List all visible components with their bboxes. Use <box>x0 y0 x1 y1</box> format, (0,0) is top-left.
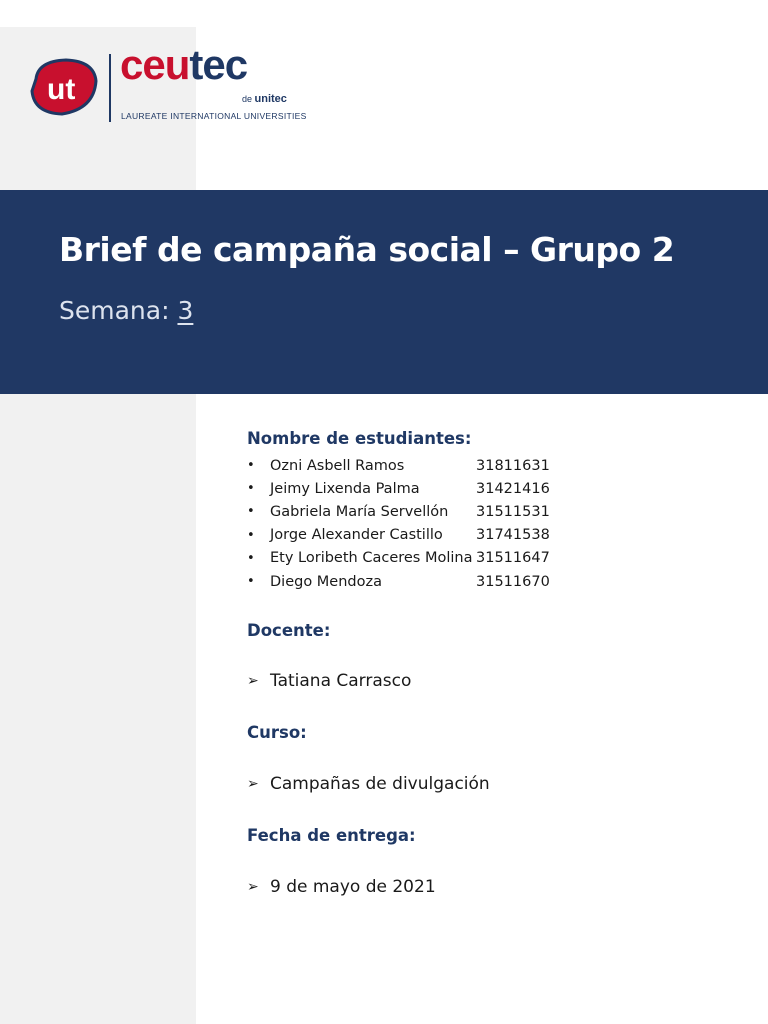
student-id: 31741538 <box>476 527 550 544</box>
student-name: Diego Mendoza <box>270 573 382 590</box>
arrow-bullet-icon: ➢ <box>247 673 259 689</box>
student-id: 31421416 <box>476 480 550 497</box>
student-row <box>247 477 747 500</box>
ceutec-logo <box>28 41 308 125</box>
student-name: Jorge Alexander Castillo <box>270 527 443 544</box>
arrow-bullet-icon: ➢ <box>247 776 259 792</box>
student-row <box>247 524 747 547</box>
student-row <box>247 570 747 593</box>
document-title: Brief de campaña social – Grupo 2 <box>59 230 675 269</box>
student-id: 31511531 <box>476 503 550 520</box>
logo-divider <box>109 54 111 122</box>
students-heading: Nombre de estudiantes: <box>247 429 472 448</box>
docente-item <box>247 668 411 694</box>
fecha-heading: Fecha de entrega: <box>247 826 416 845</box>
bullet-dot-icon: • <box>247 481 255 497</box>
bullet-dot-icon: • <box>247 550 255 566</box>
student-name: Gabriela María Servellón <box>270 503 449 520</box>
student-id: 31511647 <box>476 550 550 567</box>
logo-tagline: LAUREATE INTERNATIONAL UNIVERSITIES <box>121 111 307 121</box>
student-name: Ozni Asbell Ramos <box>270 457 405 474</box>
bullet-dot-icon: • <box>247 527 255 543</box>
curso-value: Campañas de divulgación <box>270 774 490 794</box>
week-label: Semana: <box>59 296 178 325</box>
curso-heading: Curso: <box>247 723 307 742</box>
student-id: 31811631 <box>476 457 550 474</box>
docente-heading: Docente: <box>247 621 331 640</box>
docente-value: Tatiana Carrasco <box>270 671 412 691</box>
logo-wordmark-navy: tec <box>189 41 248 88</box>
student-name: Ety Loribeth Caceres Molina <box>270 550 473 567</box>
fecha-value: 9 de mayo de 2021 <box>270 877 436 897</box>
student-id: 31511670 <box>476 573 550 590</box>
student-row <box>247 500 747 523</box>
bullet-dot-icon: • <box>247 574 255 590</box>
document-body <box>247 428 747 897</box>
bullet-dot-icon: • <box>247 458 255 474</box>
curso-item <box>247 771 490 797</box>
logo-sub-de: de <box>242 94 255 104</box>
fecha-item <box>247 874 436 900</box>
svg-text:ut: ut <box>47 73 76 106</box>
logo-wordmark-red: ceu <box>120 41 190 88</box>
week-line <box>59 296 193 325</box>
student-row <box>247 547 747 570</box>
student-name: Jeimy Lixenda Palma <box>270 480 420 497</box>
bullet-dot-icon: • <box>247 504 255 520</box>
left-sidebar-strip <box>0 27 196 1024</box>
arrow-bullet-icon: ➢ <box>247 879 259 895</box>
title-banner <box>0 190 768 394</box>
logo-subline <box>242 93 287 105</box>
ut-badge-icon <box>28 57 98 117</box>
logo-sub-unitec: unitec <box>254 93 287 105</box>
student-row <box>247 454 747 477</box>
student-list <box>247 454 747 593</box>
logo-wordmark <box>120 41 248 88</box>
week-number: 3 <box>177 296 194 325</box>
